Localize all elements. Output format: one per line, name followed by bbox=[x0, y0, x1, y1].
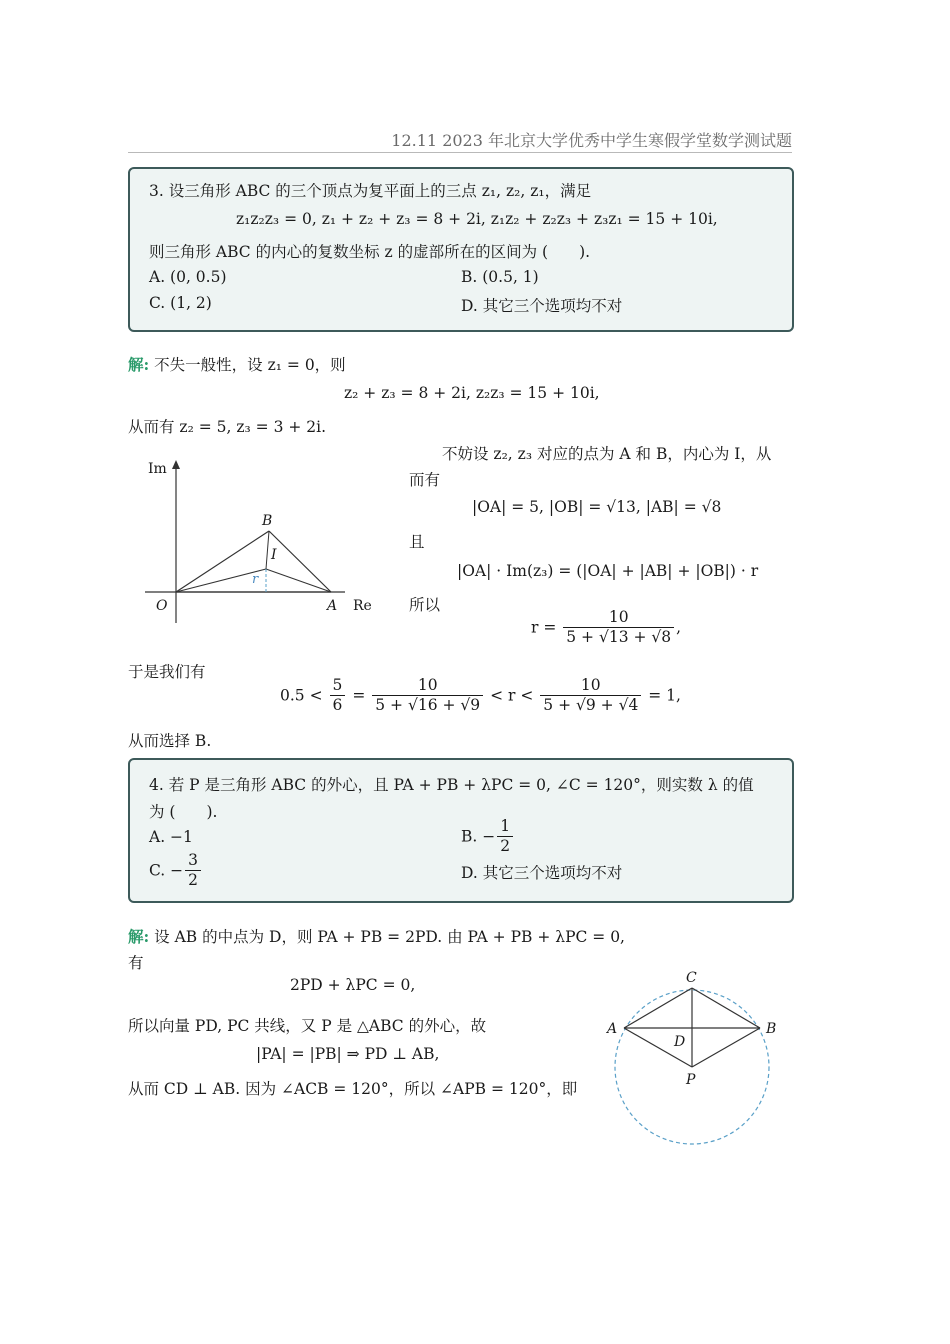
solution-3-right4: 所以 bbox=[409, 596, 441, 614]
opt-b-fraction bbox=[497, 817, 513, 856]
label-d: D bbox=[674, 1034, 686, 1050]
label-r: r bbox=[252, 572, 259, 587]
eq5-f1-den: 6 bbox=[332, 695, 343, 714]
label-im: Im bbox=[148, 461, 167, 477]
eq4-tail: , bbox=[676, 618, 682, 637]
eq4-numerator: 10 bbox=[563, 608, 674, 628]
solution-4-line4: 从而 CD ⊥ AB. 因为 ∠ACB = 120°，所以 ∠APB = 120°，即 bbox=[128, 1080, 578, 1098]
problem-3-option-b: B. (0.5, 1) bbox=[461, 268, 539, 286]
solution-4-eq2: |PA| = |PB| ⇒ PD ⊥ AB, bbox=[256, 1045, 440, 1063]
eq4-lhs: r = bbox=[531, 618, 557, 637]
eq5-fraction-2 bbox=[372, 676, 483, 715]
eq5-f2-den: 5 + √16 + √9 bbox=[375, 695, 481, 714]
solution-4-line3: 所以向量 PD, PC 共线，又 P 是 △ABC 的外心，故 bbox=[128, 1017, 487, 1035]
circumcircle-diagram bbox=[600, 960, 790, 1150]
label-p: P bbox=[686, 1072, 696, 1088]
label-a: A bbox=[607, 1021, 618, 1037]
opt-c-den: 2 bbox=[188, 870, 199, 889]
segment-ai bbox=[266, 569, 331, 592]
label-i: I bbox=[271, 547, 277, 563]
opt-c-prefix: C. − bbox=[149, 861, 184, 880]
solution-3-line3: 于是我们有 bbox=[128, 663, 206, 681]
solution-3-eq2: |OA| = 5, |OB| = √13, |AB| = √8 bbox=[472, 498, 722, 516]
problem-3-equation: z₁z₂z₃ = 0, z₁ + z₂ + z₃ = 8 + 2i, z₁z₂ + z₂z₃ + z₃z₁ = 15 + 10i, bbox=[236, 210, 718, 228]
incenter-diagram bbox=[140, 455, 390, 630]
eq5-a: 0.5 < bbox=[280, 686, 323, 705]
solution-3-line4: 从而选择 B. bbox=[128, 732, 212, 750]
problem-3-option-a: A. (0, 0.5) bbox=[149, 268, 227, 286]
eq5-f2-num: 10 bbox=[372, 676, 483, 696]
solution-3-eq5 bbox=[280, 676, 681, 715]
eq5-fraction-3 bbox=[540, 676, 641, 715]
solution-3-right3: 且 bbox=[409, 533, 425, 551]
problem-4-option-d: D. 其它三个选项均不对 bbox=[461, 864, 623, 882]
problem-4-option-c bbox=[149, 851, 203, 890]
solution-4-line1-text: 设 AB 的中点为 D，则 PA + PB = 2PD. 由 PA + PB + λPC = 0, bbox=[154, 928, 625, 946]
eq5-c: < r < bbox=[490, 686, 534, 705]
segment-bi bbox=[266, 531, 269, 569]
solution-3-label: 解: bbox=[128, 355, 150, 374]
eq5-b: = bbox=[352, 686, 366, 705]
eq5-f3-num: 10 bbox=[540, 676, 641, 696]
solution-3-right2: 而有 bbox=[409, 471, 441, 489]
problem-4-option-b bbox=[461, 817, 515, 856]
label-c: C bbox=[686, 970, 697, 986]
opt-b-den: 2 bbox=[500, 836, 511, 855]
problem-3-option-c: C. (1, 2) bbox=[149, 294, 212, 312]
solution-3-eq1: z₂ + z₃ = 8 + 2i, z₂z₃ = 15 + 10i, bbox=[344, 384, 600, 402]
segment-ac bbox=[624, 988, 692, 1028]
solution-3-line1-text: 不失一般性，设 z₁ = 0，则 bbox=[154, 356, 346, 374]
segment-bc bbox=[692, 988, 760, 1028]
solution-3-eq3: |OA| · Im(z₃) = (|OA| + |AB| + |OB|) · r bbox=[457, 562, 759, 580]
problem-3-stem: 3. 设三角形 ABC 的三个顶点为复平面上的三点 z₁, z₂, z₁，满足 bbox=[149, 182, 592, 200]
solution-4-line2: 有 bbox=[128, 954, 144, 972]
solution-4-line1 bbox=[128, 925, 625, 947]
opt-c-fraction bbox=[185, 851, 201, 890]
eq5-f3-den: 5 + √9 + √4 bbox=[543, 695, 639, 714]
eq4-denominator: 5 + √13 + √8 bbox=[566, 627, 672, 646]
segment-bp bbox=[692, 1028, 760, 1067]
label-o: O bbox=[156, 598, 168, 614]
solution-3-line2: 从而有 z₂ = 5, z₃ = 3 + 2i. bbox=[128, 418, 327, 436]
problem-4-stem2: 为 ( ). bbox=[149, 803, 218, 821]
label-re: Re bbox=[353, 598, 372, 614]
problem-3-question: 则三角形 ABC 的内心的复数坐标 z 的虚部所在的区间为 ( ). bbox=[149, 243, 591, 261]
solution-4-label: 解: bbox=[128, 927, 150, 946]
label-b: B bbox=[262, 513, 273, 529]
label-a: A bbox=[327, 598, 338, 614]
problem-4-stem1: 4. 若 P 是三角形 ABC 的外心，且 PA + PB + λPC = 0, ∠C = 120°，则实数 λ 的值 bbox=[149, 776, 754, 794]
opt-c-num: 3 bbox=[185, 851, 201, 871]
solution-3-right1: 不妨设 z₂, z₃ 对应的点为 A 和 B，内心为 I，从 bbox=[442, 445, 772, 463]
opt-b-prefix: B. − bbox=[461, 827, 496, 846]
eq5-f1-num: 5 bbox=[330, 676, 346, 696]
label-b: B bbox=[766, 1021, 777, 1037]
segment-ab bbox=[269, 531, 331, 592]
solution-3-line1 bbox=[128, 353, 346, 375]
header-rule bbox=[128, 152, 792, 153]
im-axis-arrow bbox=[172, 460, 180, 469]
eq5-d: = 1, bbox=[648, 686, 681, 705]
problem-4-option-a: A. −1 bbox=[149, 828, 193, 846]
opt-b-num: 1 bbox=[497, 817, 513, 837]
eq5-fraction-1 bbox=[330, 676, 346, 715]
solution-4-eq1: 2PD + λPC = 0, bbox=[290, 976, 416, 994]
problem-3-option-d: D. 其它三个选项均不对 bbox=[461, 297, 623, 315]
eq4-fraction bbox=[563, 608, 674, 647]
running-header: 12.11 2023 年北京大学优秀中学生寒假学堂数学测试题 bbox=[391, 131, 792, 150]
solution-3-eq4 bbox=[531, 608, 681, 647]
